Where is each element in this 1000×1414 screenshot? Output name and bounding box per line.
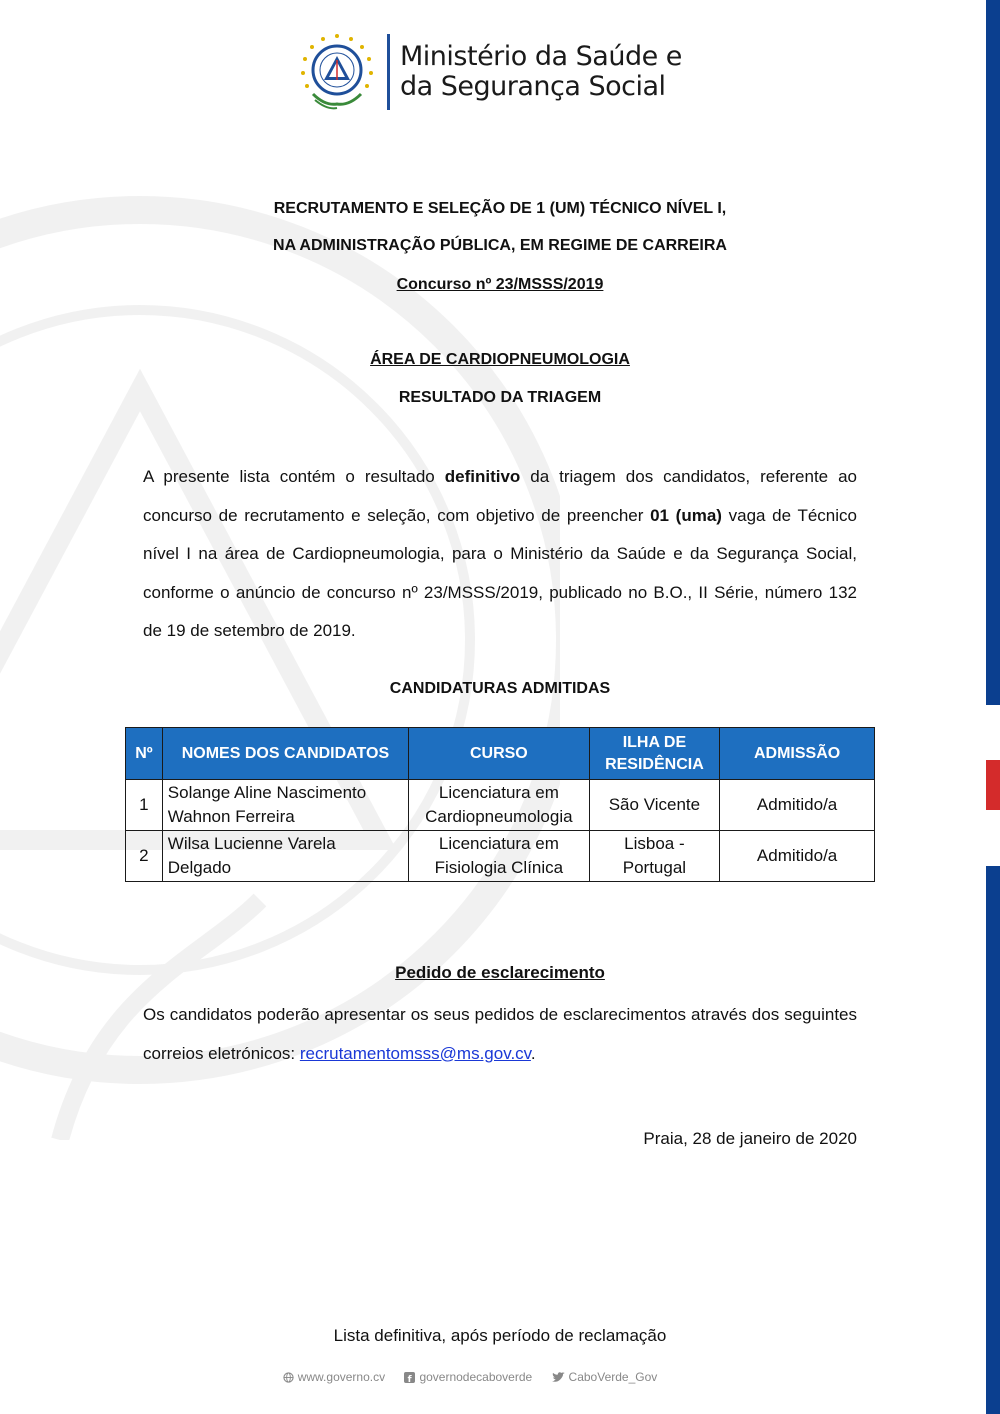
footer-facebook-text: governodecaboverde: [419, 1370, 533, 1384]
stripe-red: [986, 760, 1000, 810]
table-header-row: [126, 728, 875, 780]
candidates-table: [125, 727, 875, 882]
header-nomes: NOMES DOS CANDIDATOS: [162, 728, 408, 780]
intro-bold-2: 01 (uma): [650, 505, 722, 525]
twitter-icon: [552, 1372, 565, 1383]
resultado-heading: RESULTADO DA TRIAGEM: [398, 389, 602, 406]
ministry-name-line2: da Segurança Social: [400, 71, 666, 102]
cell-nome: Wilsa Lucienne Varela Delgado: [162, 831, 408, 882]
pedido-end: .: [530, 1043, 536, 1063]
letterhead: [295, 30, 682, 114]
table-row: [126, 780, 875, 831]
footer-links: [0, 1370, 940, 1384]
cell-num: 2: [126, 831, 163, 882]
footer-facebook[interactable]: [404, 1370, 535, 1384]
facebook-icon: [404, 1372, 415, 1383]
concurso-number: Concurso nº 23/MSSS/2019: [396, 276, 604, 293]
cell-ilha: São Vicente: [589, 780, 720, 831]
header-divider: [387, 34, 390, 110]
right-edge-stripe: [986, 0, 1000, 1414]
cell-admissao: Admitido/a: [720, 780, 875, 831]
cell-ilha: Lisboa - Portugal: [589, 831, 720, 882]
cell-num: 1: [126, 780, 163, 831]
intro-paragraph: [143, 458, 857, 651]
cell-nome: Solange Aline Nascimento Wahnon Ferreira: [162, 780, 408, 831]
intro-bold-1: definitivo: [444, 467, 521, 486]
intro-text-2: da triagem dos candidatos, referente ao concurso de recrutamento e seleção, com objetivo de preencher: [143, 467, 858, 525]
footer-web-text: www.governo.cv: [297, 1370, 386, 1384]
header-ilha: ILHA DE RESIDÊNCIA: [589, 728, 720, 780]
title-line1: RECRUTAMENTO E SELEÇÃO DE 1 (UM) TÉCNICO NÍVEL I,: [273, 200, 727, 217]
header-admissao: ADMISSÃO: [720, 728, 875, 780]
footer-twitter[interactable]: [552, 1370, 658, 1384]
pedido-text: Os candidatos poderão apresentar os seus pedidos de esclarecimentos através dos seguintes correios eletrónicos:: [143, 1005, 857, 1063]
cell-curso: Licenciatura em Cardiopneumologia: [409, 780, 590, 831]
title-line2: NA ADMINISTRAÇÃO PÚBLICA, EM REGIME DE CARREIRA: [273, 237, 727, 254]
ministry-name-line1: Ministério da Saúde e: [400, 41, 682, 72]
header-num: Nº: [126, 728, 163, 780]
email-link[interactable]: recrutamentomsss@ms.gov.cv: [299, 1043, 531, 1063]
footer-twitter-text: CaboVerde_Gov: [568, 1370, 658, 1384]
cell-curso: Licenciatura em Fisiologia Clínica: [409, 831, 590, 882]
pedido-paragraph: [143, 996, 857, 1073]
area-heading: ÁREA DE CARDIOPNEUMOLOGIA: [370, 351, 630, 368]
stripe-blue-bottom: [986, 866, 1000, 1414]
intro-text-3: vaga de Técnico nível I na área de Cardiopneumologia, para o Ministério da Saúde e da Segurança Social, conforme o anúncio de concurso nº 23/MSSS/2019, publicado no B.O., II Série, número 132 de 19 de setembro de 2019.: [143, 505, 857, 640]
header-curso: CURSO: [409, 728, 590, 780]
stripe-blue-top: [986, 0, 1000, 705]
globe-icon: [283, 1372, 294, 1383]
svg-text:f: f: [408, 1374, 413, 1384]
admitidas-heading: CANDIDATURAS ADMITIDAS: [389, 680, 611, 697]
footer-web[interactable]: [283, 1370, 389, 1384]
pedido-heading: Pedido de esclarecimento: [395, 963, 605, 982]
intro-text-1: A presente lista contém o resultado: [143, 467, 445, 486]
footer-note: Lista definitiva, após período de reclamação: [333, 1326, 667, 1345]
date-line: Praia, 28 de janeiro de 2020: [643, 1129, 857, 1148]
table-row: [126, 831, 875, 882]
coat-of-arms-icon: [295, 30, 379, 114]
cell-admissao: Admitido/a: [720, 831, 875, 882]
ministry-name: [400, 42, 682, 102]
